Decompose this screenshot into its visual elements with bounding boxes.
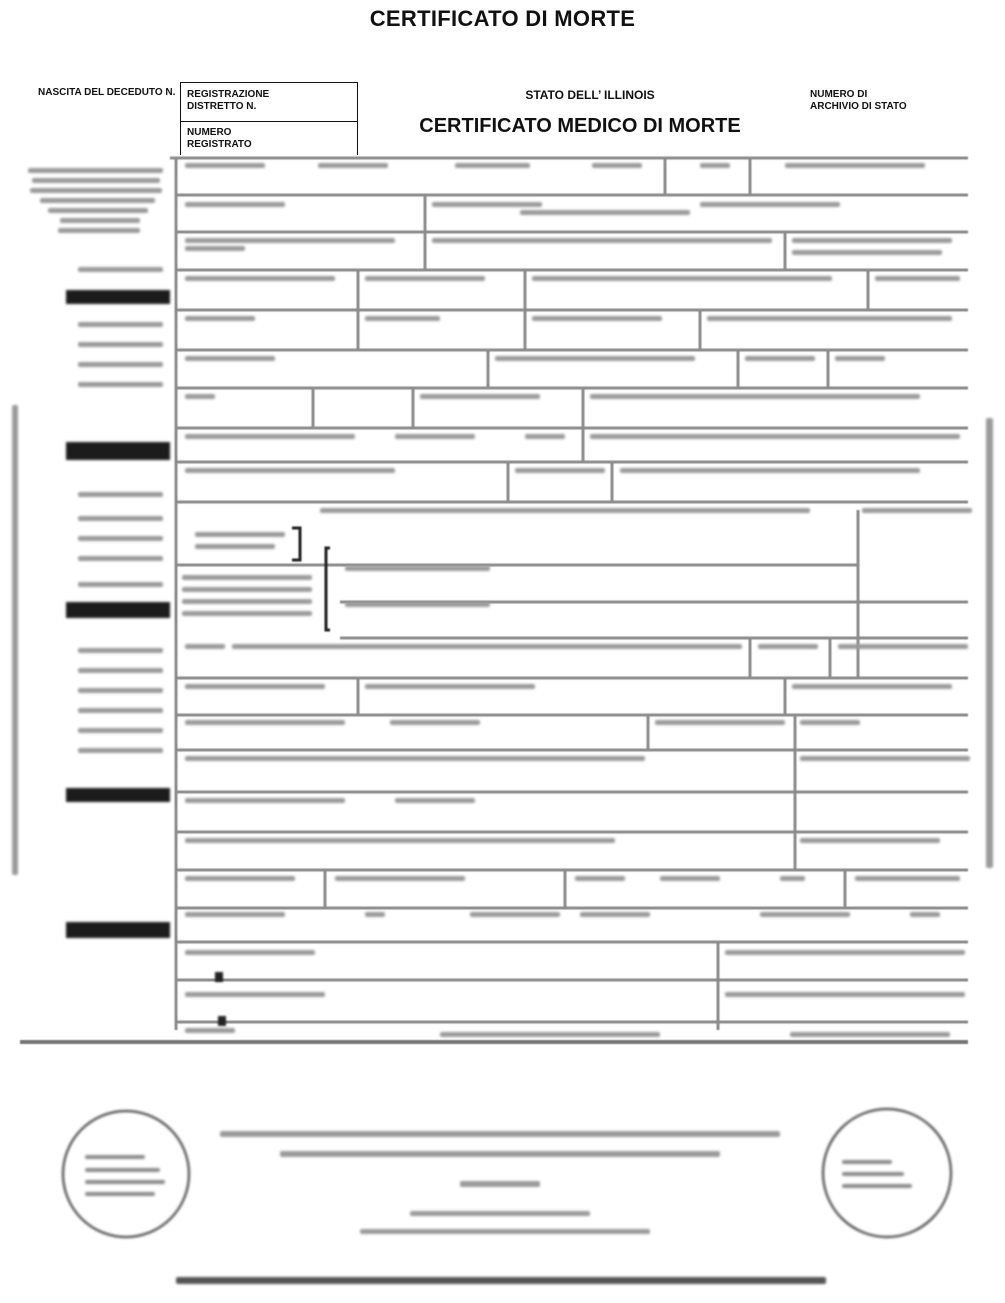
registration-box-divider xyxy=(181,121,357,122)
registration-district-label: REGISTRAZIONE DISTRETTO N. xyxy=(187,89,270,112)
registration-box xyxy=(180,82,358,155)
left-seal xyxy=(62,1110,190,1238)
state-file-number-label: NUMERO DI ARCHIVIO DI STATO xyxy=(810,89,907,112)
document-title: CERTIFICATO DI MORTE xyxy=(369,6,636,31)
state-label: STATO DELL’ ILLINOIS xyxy=(525,88,655,102)
blurred-form-body xyxy=(0,150,1005,1055)
birth-number-label: NASCITA DEL DECEDUTO N. xyxy=(38,87,176,98)
registered-number-label: NUMERO REGISTRATO xyxy=(187,127,252,150)
form-title: CERTIFICATO MEDICO DI MORTE xyxy=(419,115,741,137)
